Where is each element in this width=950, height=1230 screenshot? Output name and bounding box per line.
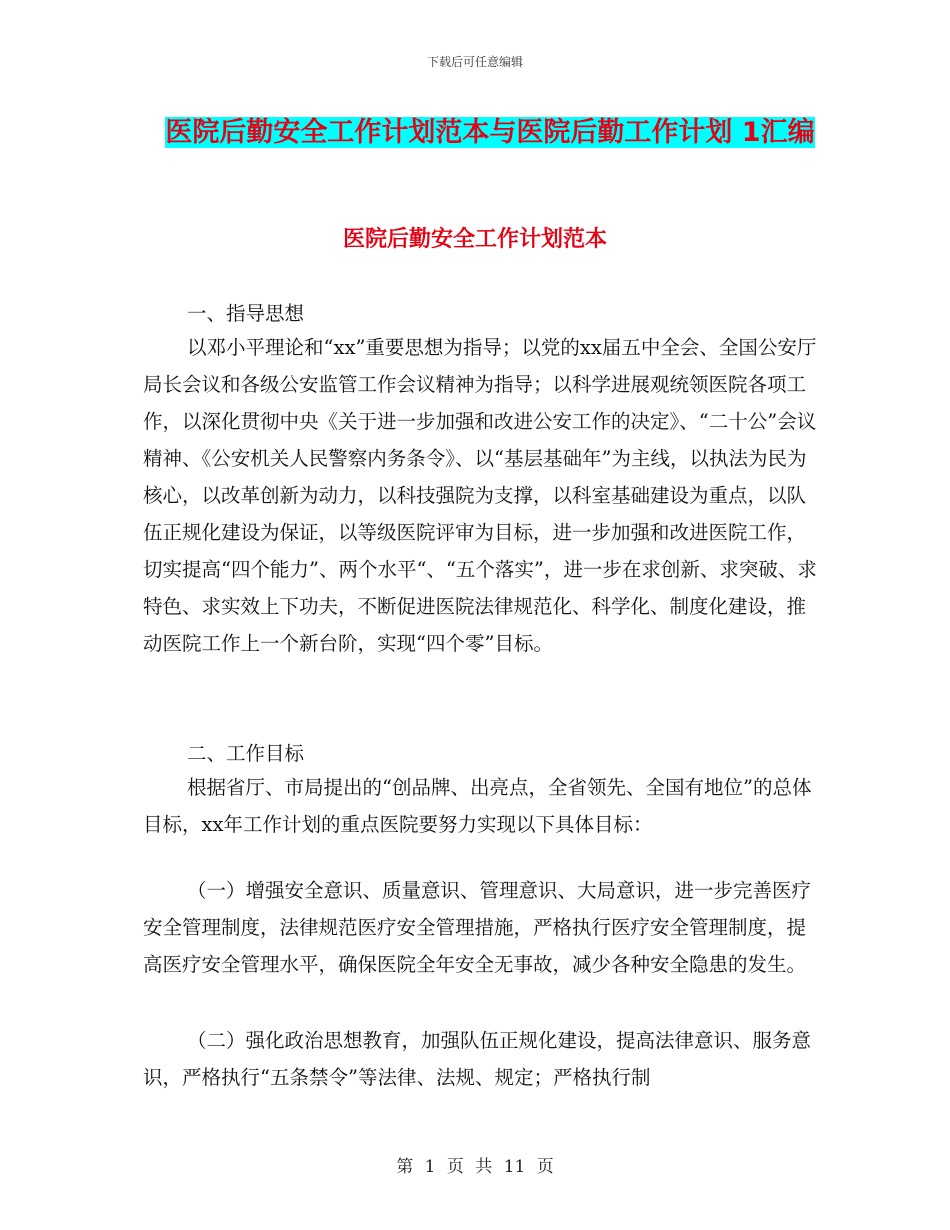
page-footer: 第 1 页 共 11 页	[396, 1157, 554, 1177]
heading-guiding-thought: 一、指导思想	[187, 302, 305, 325]
paragraph-work-goals: 根据省厅、市局提出的“创品牌、出亮点，全省领先、全国有地位”的总体目标，xx年工作计划的重点医院要努力实现以下具体目标：	[143, 776, 812, 836]
document-main-title	[140, 108, 840, 158]
paragraph-goal-1: （一）增强安全意识、质量意识、管理意识、大局意识，进一步完善医疗安全管理制度，法律规范医疗安全管理措施，严格执行医疗安全管理制度，提高医疗安全管理水平，确保医院全年安全无事故，减少各种安全隐患的发生。	[143, 879, 812, 976]
main-title-text: 医院后勤安全工作计划范本与医院后勤工作计划 1汇编	[165, 117, 815, 148]
paragraph-guiding-thought: 以邓小平理论和“xx”重要思想为指导；以党的xx届五中全会、全国公安厅局长会议和各级公安监管工作会议精神为指导；以科学进展观统领医院各项工作，以深化贯彻中央《关于进一步加强和改进公安工作的决定》、“二十公”会议精神、《公安机关人民警察内务条令》、以“基层基础年”为主线，以执法为民为核心，以改革创新为动力，以科技强院为支撑，以科室基础建设为重点，以队伍正规化建设为保证，以等级医院评审为目标，进一步加强和改进医院工作，切实提高“四个能力”、两个水平“、“五个落实”，进一步在求创新、求突破、求特色、求实效上下功夫，不断促进医院法律规范化、科学化、制度化建设，推动医院工作上一个新台阶，实现“四个零”目标。	[143, 336, 817, 655]
paragraph-goal-2: （二）强化政治思想教育，加强队伍正规化建设，提高法律意识、服务意识，严格执行“五条禁令”等法律、法规、规定；严格执行制	[143, 1029, 812, 1089]
heading-work-goals: 二、工作目标	[187, 742, 305, 765]
section-title: 医院后勤安全工作计划范本	[342, 227, 607, 252]
header-note: 下载后可任意编辑	[426, 55, 523, 69]
